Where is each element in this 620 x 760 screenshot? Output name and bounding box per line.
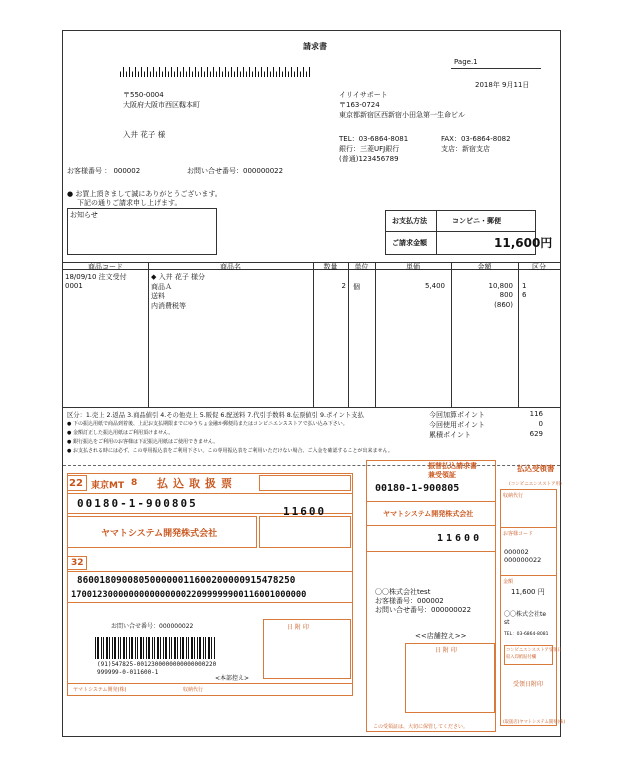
barcode-bar xyxy=(211,637,212,659)
barcode-bar xyxy=(177,67,178,77)
col-header-class: 区分 xyxy=(532,263,546,271)
barcode-bar xyxy=(137,637,138,659)
page-label: Page.1 xyxy=(454,58,478,66)
cell-amount: (860) xyxy=(494,300,513,309)
greeting-line-2: 下記の通りご請求申し上げます。 xyxy=(77,199,182,207)
far-code-2: 000000022 xyxy=(504,556,542,564)
barcode-bar xyxy=(174,72,175,78)
barcode-bar xyxy=(109,637,110,659)
far-footer: (取扱店)ヤマトシステム開発(株) xyxy=(503,720,566,725)
barcode-bar xyxy=(131,637,133,659)
barcode-bar xyxy=(135,637,136,659)
barcode-bar xyxy=(159,67,160,77)
ocr-line-1: 860018090080500000011600200000915478250 xyxy=(77,575,296,586)
barcode-bar xyxy=(216,72,217,78)
receipt-title: 振替払込請求書 兼受領証 xyxy=(428,462,477,479)
barcode-bar xyxy=(103,637,104,659)
far-tel: TEL：03-6864-8081 xyxy=(504,632,549,637)
sender-tel: TEL：03-6864-8081 xyxy=(339,135,409,143)
barcode-bar xyxy=(106,637,108,659)
barcode-bar xyxy=(148,637,150,659)
barcode-bar xyxy=(267,67,268,77)
greeting-line-1: ● お買上頂きまして誠にありがとうございます。 xyxy=(67,190,222,198)
barcode-bar xyxy=(309,67,310,77)
receipt-inquiry-number: お問い合せ番号：000000022 xyxy=(375,606,472,614)
barcode-bar xyxy=(204,72,205,78)
recipient-postal: 〒550-0004 xyxy=(123,91,164,99)
inquiry-number: お問い合せ番号：000000022 xyxy=(187,167,284,175)
slip-date-label: 日 附 印 xyxy=(287,624,309,631)
barcode-bar xyxy=(213,67,214,77)
barcode-bar xyxy=(165,637,167,659)
recipient-address: 大阪府大阪市西区靱本町 xyxy=(123,101,200,109)
barcode-bar xyxy=(180,72,181,78)
cell-name: 送料 xyxy=(151,292,165,300)
barcode-bar xyxy=(163,637,164,659)
store-copy-label-2: <<店舗控え>> xyxy=(415,632,467,640)
cell-code: 0001 xyxy=(65,281,83,290)
barcode-bar xyxy=(261,67,262,77)
payment-method-value: コンビニ・郵便 xyxy=(452,217,501,225)
barcode-bar xyxy=(189,67,190,77)
cell-name: 内消費税等 xyxy=(151,301,186,310)
barcode-bar xyxy=(132,72,133,78)
points-added-value: 116 xyxy=(529,410,543,418)
far-code-label: お客様コード xyxy=(503,531,534,537)
barcode-bar xyxy=(144,72,145,78)
slip-mt-no: 8 xyxy=(131,478,138,488)
barcode-bar xyxy=(195,67,196,77)
barcode-bar xyxy=(234,72,235,78)
barcode-bar xyxy=(101,637,102,659)
barcode-bar xyxy=(199,637,201,659)
points-used-value: 0 xyxy=(538,420,543,428)
barcode-bar xyxy=(140,637,142,659)
cell-cls: 1 xyxy=(522,281,527,290)
barcode-bar xyxy=(222,72,223,78)
col-header-unit: 単位 xyxy=(354,263,369,271)
cell-qty: 2 xyxy=(341,281,346,290)
barcode-bar xyxy=(123,67,124,77)
barcode-bar xyxy=(123,637,125,659)
barcode-bar xyxy=(246,72,247,78)
note-3: ● 銀行振込をご利用のお客様は下記振込用紙はご使用できません。 xyxy=(67,439,219,445)
barcode-bar xyxy=(153,67,154,77)
far-payee-label: 収納代行 xyxy=(503,493,524,499)
barcode-bar xyxy=(203,637,204,659)
sender-branch: 支店：新宿支店 xyxy=(441,145,490,153)
barcode-bar xyxy=(276,72,277,78)
barcode-bar xyxy=(201,67,202,77)
receipt-customer-number: お客様番号：000002 xyxy=(375,597,444,605)
barcode-bar xyxy=(129,67,130,77)
barcode-bar xyxy=(237,67,238,77)
barcode-bar xyxy=(294,72,295,78)
postal-barcode xyxy=(120,67,312,77)
barcode-bar xyxy=(152,637,153,659)
barcode-bar xyxy=(208,637,210,659)
sender-fax: FAX：03-6864-8082 xyxy=(441,135,511,143)
barcode-bar xyxy=(197,637,198,659)
barcode-bar xyxy=(182,637,184,659)
col-header-code: 商品コード xyxy=(88,263,123,271)
slip-title: 払込取扱票 xyxy=(157,477,237,490)
barcode-bar xyxy=(95,637,96,659)
barcode-bar xyxy=(171,67,172,77)
barcode-bar xyxy=(264,72,265,78)
customer-number: お客様番号 ： 000002 xyxy=(67,167,141,175)
barcode-bar xyxy=(143,637,144,659)
barcode-bar xyxy=(270,72,271,78)
barcode-bar xyxy=(146,637,147,659)
barcode-bar xyxy=(126,637,127,659)
barcode-bar xyxy=(180,637,181,659)
barcode-bar xyxy=(129,637,130,659)
barcode-bar xyxy=(165,67,166,77)
barcode-bar xyxy=(156,72,157,78)
receipt-depositor: 〇〇株式会社test xyxy=(375,588,431,596)
recipient-name: 入井 花子 様 xyxy=(123,130,166,139)
notice-box xyxy=(67,208,217,255)
barcode-bar xyxy=(168,72,169,78)
barcode-bar xyxy=(258,72,259,78)
receipt-account-number: 00180-1-900805 xyxy=(375,483,460,494)
barcode-bar xyxy=(162,72,163,78)
barcode-bar xyxy=(112,637,113,659)
note-4: ● お支払される時には必ず、この専用振込表をご利用下さい。この専用振込表をご利用いただけない場合、ご入金を確認することが出来ません。 xyxy=(67,448,393,454)
far-receipt-stamp: 受領日附印 xyxy=(513,681,544,688)
barcode-bar xyxy=(243,67,244,77)
barcode-bar xyxy=(279,67,280,77)
barcode-bar xyxy=(255,67,256,77)
class-legend: 区分：1.売上 2.返品 3.商品値引 4.その他売上 5.販促 6.配送料 7.代引手数料 8.伝票値引 9.ポイント支払 xyxy=(67,412,364,419)
barcode-bar xyxy=(207,67,208,77)
sender-bank: 銀行：三菱UFJ銀行 xyxy=(339,145,400,153)
barcode-bar xyxy=(171,637,172,659)
points-added-label: 今回加算ポイント xyxy=(429,411,485,419)
barcode-bar xyxy=(219,67,220,77)
slip-account-number: 00180-1-900805 xyxy=(77,497,198,510)
sender-account: (普通)123456789 xyxy=(339,155,399,163)
note-1: ● 下の振込用紙で商品到着後、上記お支払期限までにゆうちょ金融か郵便局またはコンビニエンスストアで払い込み下さい。 xyxy=(67,421,348,427)
barcode-bar xyxy=(120,72,121,78)
points-used-label: 今回使用ポイント xyxy=(429,421,485,429)
slip-tokyo-mt: 東京MT xyxy=(91,481,125,491)
barcode-bar xyxy=(249,67,250,77)
barcode-bar xyxy=(205,637,206,659)
barcode-bar xyxy=(191,637,193,659)
cell-name: ◆ 入井 花子 様分 xyxy=(151,273,206,281)
receipt-payee: ヤマトシステム開発株式会社 xyxy=(383,510,474,518)
ocr-line-2: 170012300000000000000022099999900116001000000 xyxy=(71,590,307,600)
slip-code-32: 32 xyxy=(71,558,84,568)
barcode-bar xyxy=(303,67,304,77)
far-code-1: 000002 xyxy=(504,548,529,556)
barcode-bar xyxy=(169,637,170,659)
barcode-bar xyxy=(300,72,301,78)
slip-payee: ヤマトシステム開発株式会社 xyxy=(101,529,218,539)
sender-address: 東京都新宿区西新宿小田急第一生命ビル xyxy=(339,111,465,119)
cell-name: 商品Ａ xyxy=(151,282,172,291)
far-receipt-title: 払込受領書 xyxy=(517,464,555,473)
receipt-bottom-note: この受領証は、大切に保管してください。 xyxy=(373,724,469,730)
sender-postal: 〒163-0724 xyxy=(339,101,380,109)
barcode-bar xyxy=(192,72,193,78)
slip-amount: 11600 xyxy=(283,505,327,518)
barcode-bar xyxy=(285,67,286,77)
barcode-bar xyxy=(291,67,292,77)
far-receipt-subtitle: (コンビニエンスストア用) xyxy=(509,482,562,487)
receipt-amount: 11600 xyxy=(437,533,483,544)
barcode-bar xyxy=(138,72,139,78)
notice-label: お知らせ xyxy=(70,211,98,219)
barcode-bar xyxy=(231,67,232,77)
barcode-bar xyxy=(147,67,148,77)
billing-amount-label: ご請求金額 xyxy=(392,239,427,247)
barcode-bar xyxy=(186,637,187,659)
payment-box xyxy=(385,210,553,255)
barcode-bar xyxy=(297,67,298,77)
invoice-page xyxy=(62,30,566,737)
barcode-bar xyxy=(194,637,195,659)
col-header-name: 商品名 xyxy=(220,263,241,271)
slip-inquiry-line: お問い合せ番号：000000022 xyxy=(111,623,194,630)
barcode-bar xyxy=(306,72,307,78)
barcode-bar xyxy=(198,72,199,78)
slip-footer-left: ヤマトシステム開発(株) xyxy=(73,687,127,693)
barcode-bar xyxy=(126,72,127,78)
sender-name: イリイサポート xyxy=(339,91,388,99)
barcode-bar xyxy=(154,637,155,659)
barcode-bar xyxy=(177,637,178,659)
barcode-bar xyxy=(186,72,187,78)
barcode-bar xyxy=(240,72,241,78)
barcode-bar xyxy=(288,72,289,78)
far-amount: 11,600 円 xyxy=(511,588,545,596)
note-2: ● 金額訂正した振込用紙はご利用頂けません。 xyxy=(67,430,174,436)
issue-date: 2018年 9月11日 xyxy=(475,81,530,89)
payment-barcode xyxy=(95,637,215,659)
barcode-bar xyxy=(183,67,184,77)
cell-unit: 個 xyxy=(353,282,360,291)
barcode-bar xyxy=(214,637,215,659)
page-title: 請求書 xyxy=(303,42,327,51)
receipt-date-label: 日 附 印 xyxy=(435,647,457,654)
barcode-bar xyxy=(118,637,119,659)
cell-code: 18/09/10 注文受付 xyxy=(65,273,127,281)
cell-amount: 10,800 xyxy=(488,281,513,290)
barcode-bar xyxy=(228,72,229,78)
barcode-bar xyxy=(174,637,176,659)
barcode-bar xyxy=(150,72,151,78)
points-total-label: 累積ポイント xyxy=(429,431,471,439)
payment-method-label: お支払方法 xyxy=(392,217,427,225)
col-header-amount: 金額 xyxy=(477,263,492,271)
barcode-bar xyxy=(282,72,283,78)
barcode-text-1: (91)547825-0012300000000000000220 xyxy=(97,661,217,668)
points-total-value: 629 xyxy=(529,430,543,438)
far-amount-label: 金額 xyxy=(503,579,514,585)
barcode-bar xyxy=(225,67,226,77)
barcode-bar xyxy=(160,637,161,659)
slip-code-22: 22 xyxy=(69,478,83,489)
billing-amount-value: 11,600円 xyxy=(494,236,553,250)
barcode-bar xyxy=(157,637,159,659)
store-copy-label: <本部控え> xyxy=(215,675,250,682)
far-receipt xyxy=(500,489,557,726)
cell-price: 5,400 xyxy=(424,281,445,290)
barcode-bar xyxy=(141,67,142,77)
barcode-bar xyxy=(97,637,99,659)
barcode-bar xyxy=(188,637,189,659)
far-stamp-label: コンビニエンスストア受領日 収入印紙貼付欄 xyxy=(506,648,562,660)
barcode-text-2: 999999-0-011600-1 xyxy=(97,669,159,676)
far-depositor: 〇〇株式会社te st xyxy=(504,611,547,626)
cell-cls: 6 xyxy=(522,291,527,299)
barcode-bar xyxy=(114,637,116,659)
barcode-bar xyxy=(135,67,136,77)
barcode-bar xyxy=(252,72,253,78)
barcode-bar xyxy=(210,72,211,78)
barcode-bar xyxy=(273,67,274,77)
slip-footer-right: 収納代行 xyxy=(183,687,204,693)
col-header-price: 単価 xyxy=(406,263,420,271)
col-header-qty: 数量 xyxy=(323,263,338,271)
barcode-bar xyxy=(120,637,121,659)
cell-amount: 800 xyxy=(499,291,513,299)
